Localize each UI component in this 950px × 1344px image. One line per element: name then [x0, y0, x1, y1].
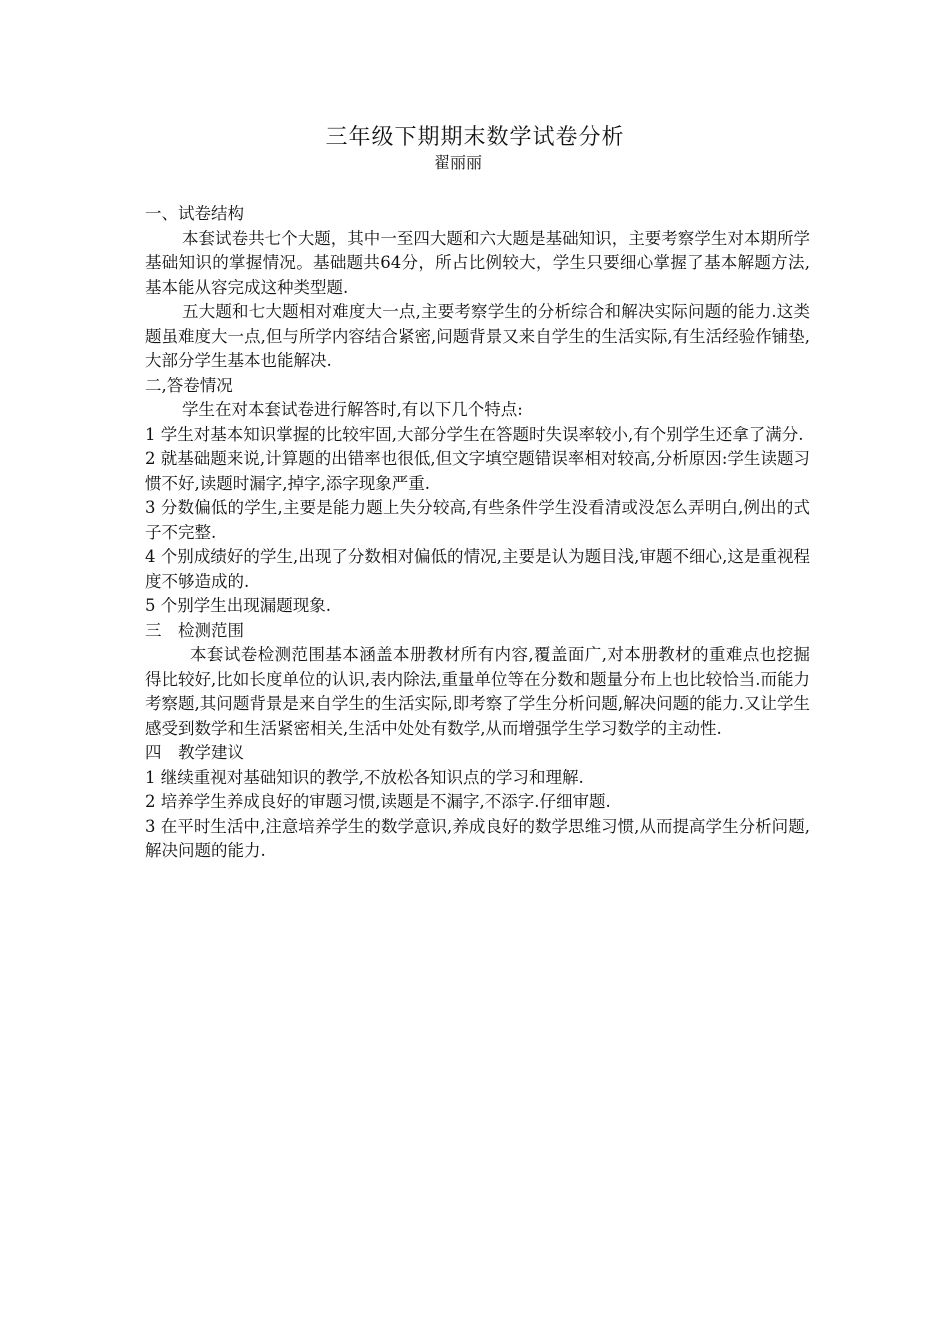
section-heading-suggestions: 四 教学建议 [145, 743, 244, 762]
suggestion-item: 2 培养学生养成良好的审题习惯,读题是不漏字,不添字.仔细审题. [145, 792, 611, 811]
suggestion-item: 3 在平时生活中,注意培养学生的数学意识,养成良好的数学思维习惯,从而提高学生分析问题,解决问题的能力. [145, 816, 810, 860]
section-heading-structure: 一、试卷结构 [145, 204, 244, 223]
answers-item: 4 个别成绩好的学生,出现了分数相对偏低的情况,主要是认为题目浅,审题不细心,这是重视程度不够造成的. [145, 547, 810, 591]
answers-item: 3 分数偏低的学生,主要是能力题上失分较高,有些条件学生没看清或没怎么弄明白,例出的式子不完整. [145, 498, 810, 542]
document-body [145, 202, 810, 864]
structure-paragraph-1: 本套试卷共七个大题，其中一至四大题和六大题是基础知识，主要考察学生对本期所学基础知识的掌握情况。基础题共64分，所占比例较大，学生只要细心掌握了基本解题方法,基本能从容完成这种类型题. [145, 228, 810, 297]
answers-item: 1 学生对基本知识掌握的比较牢固,大部分学生在答题时失误率较小,有个别学生还拿了满分. [145, 424, 804, 444]
section-heading-answers: 二,答卷情况 [145, 375, 233, 395]
answers-item: 2 就基础题来说,计算题的出错率也很低,但文字填空题错误率相对较高,分析原因:学生读题习惯不好,读题时漏字,掉字,添字现象严重. [145, 449, 810, 493]
page-title: 三年级下期期末数学试卷分析 [325, 125, 625, 150]
answers-intro: 学生在对本套试卷进行解答时,有以下几个特点: [182, 400, 523, 419]
answers-item: 5 个别学生出现漏题现象. [145, 596, 331, 615]
author-name: 翟丽丽 [433, 153, 482, 172]
section-heading-scope: 三 检测范围 [145, 620, 244, 640]
scope-paragraph: 本套试卷检测范围基本涵盖本册教材所有内容,覆盖面广,对本册教材的重难点也挖掘得比较好,比如长度单位的认识,表内除法,重量单位等在分数和题量分布上也比较恰当.而能力考察题,其问题背景是来自学生的生活实际,即考察了学生分析问题,解决问题的能力.又让学生感受到数学和生活紧密相关,生活中处处有数学,从而增强学生学习数学的主动性. [145, 645, 810, 738]
structure-paragraph-2: 五大题和七大题相对难度大一点,主要考察学生的分析综合和解决实际问题的能力.这类题虽难度大一点,但与所学内容结合紧密,问题背景又来自学生的生活实际,有生活经验作铺垫,大部分学生基本也能解决. [145, 302, 810, 370]
suggestion-item: 1 继续重视对基础知识的教学,不放松各知识点的学习和理解. [145, 767, 584, 787]
